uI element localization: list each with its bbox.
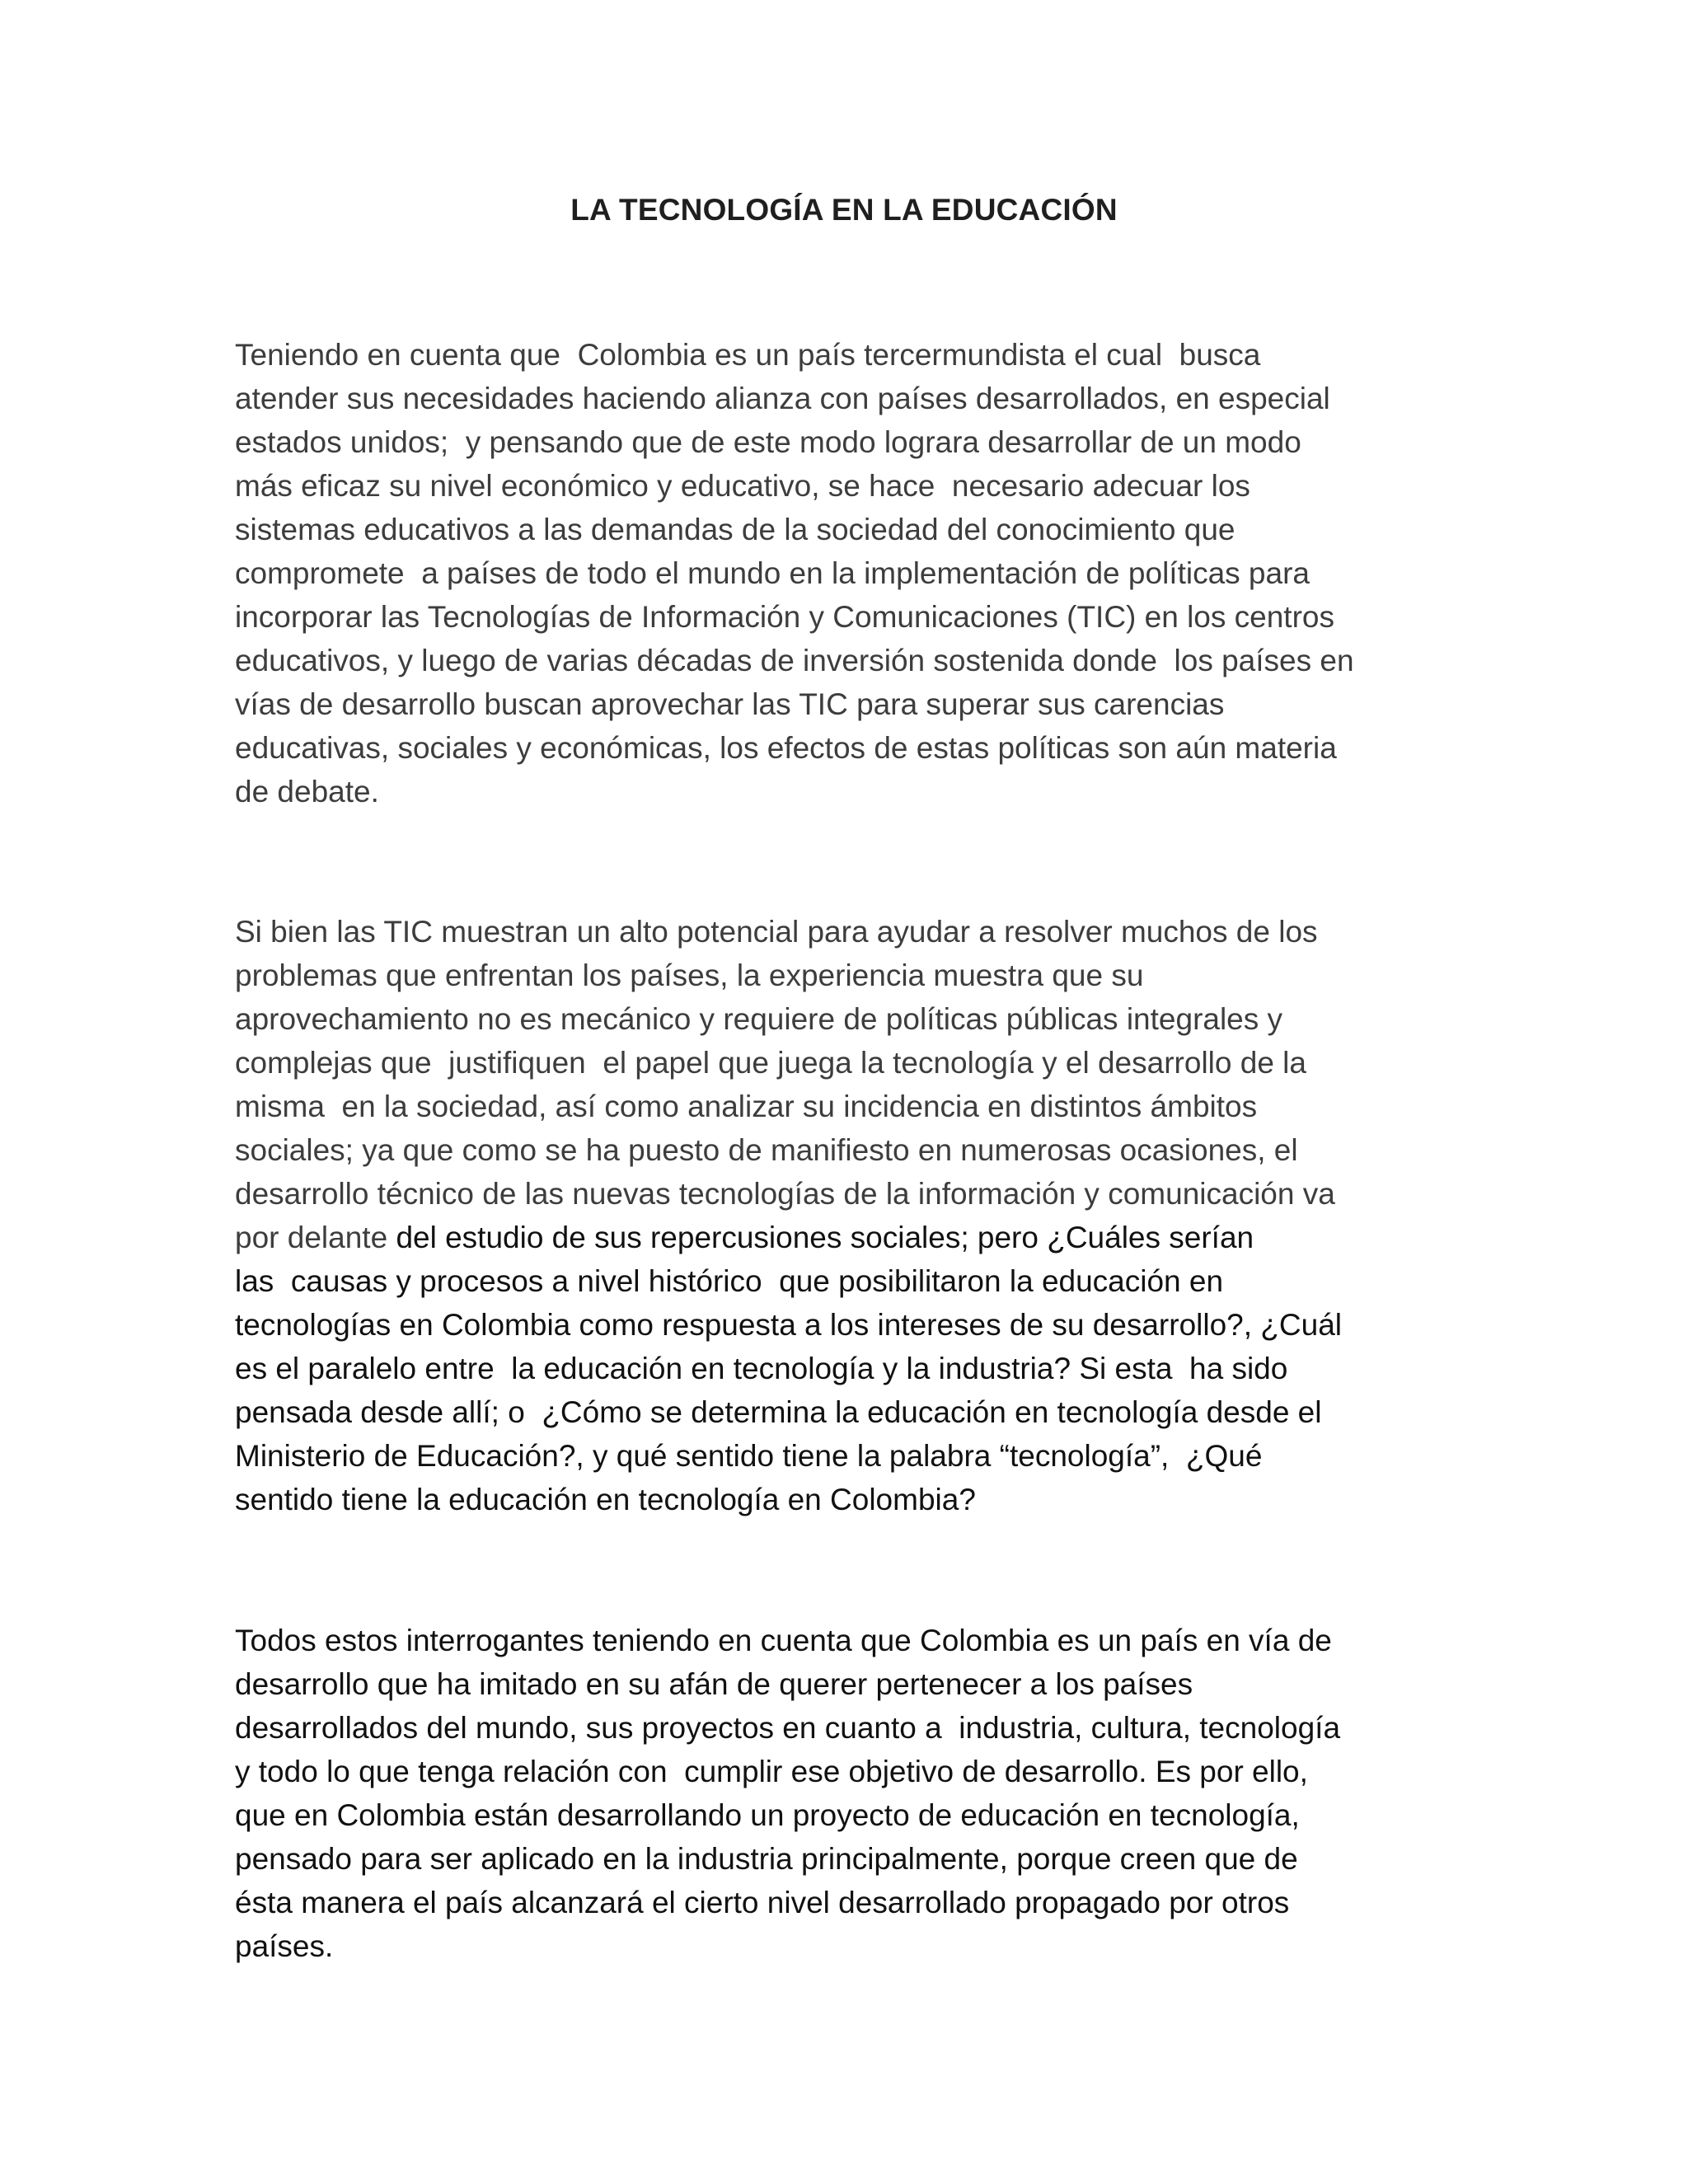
paragraph-1 xyxy=(235,333,1455,813)
paragraph-line: desarrollados del mundo, sus proyectos en cuanto a industria, cultura, tecnología xyxy=(235,1711,1341,1745)
paragraph-line: de debate. xyxy=(235,775,379,808)
paragraph-line-gray-part: por delante xyxy=(235,1221,396,1254)
paragraph-line: es el paralelo entre la educación en tecnología y la industria? Si esta ha sido xyxy=(235,1352,1288,1385)
paragraph-line: problemas que enfrentan los países, la experiencia muestra que su xyxy=(235,958,1144,992)
paragraph-line-split xyxy=(235,1216,1455,1259)
paragraph-line: educativas, sociales y económicas, los efectos de estas políticas son aún materia xyxy=(235,731,1337,765)
paragraph-line: Teniendo en cuenta que Colombia es un país tercermundista el cual busca xyxy=(235,338,1261,372)
paragraph-line: que en Colombia están desarrollando un proyecto de educación en tecnología, xyxy=(235,1798,1300,1832)
paragraph-line: ésta manera el país alcanzará el cierto nivel desarrollado propagado por otros xyxy=(235,1886,1290,1919)
paragraph-line: más eficaz su nivel económico y educativo, se hace necesario adecuar los xyxy=(235,469,1250,503)
paragraph-line: Todos estos interrogantes teniendo en cuenta que Colombia es un país en vía de xyxy=(235,1624,1332,1657)
paragraph-line: estados unidos; y pensando que de este modo lograra desarrollar de un modo xyxy=(235,425,1301,459)
paragraph-line: sentido tiene la educación en tecnología en Colombia? xyxy=(235,1483,976,1516)
paragraph-line: pensada desde allí; o ¿Cómo se determina la educación en tecnología desde el xyxy=(235,1395,1322,1429)
document-title: LA TECNOLOGÍA EN LA EDUCACIÓN xyxy=(570,193,1118,227)
paragraph-line: complejas que justifiquen el papel que juega la tecnología y el desarrollo de la xyxy=(235,1046,1306,1080)
paragraph-line: pensado para ser aplicado en la industria principalmente, porque creen que de xyxy=(235,1842,1298,1876)
paragraph-line: aprovechamiento no es mecánico y requiere de políticas públicas integrales y xyxy=(235,1002,1283,1036)
paragraph-line: países. xyxy=(235,1929,334,1963)
paragraph-line: sistemas educativos a las demandas de la sociedad del conocimiento que xyxy=(235,513,1236,546)
paragraph-line: tecnologías en Colombia como respuesta a los intereses de su desarrollo?, ¿Cuál xyxy=(235,1308,1343,1342)
paragraph-line: Si bien las TIC muestran un alto potencial para ayudar a resolver muchos de los xyxy=(235,915,1318,949)
paragraph-line: compromete a países de todo el mundo en la implementación de políticas para xyxy=(235,556,1310,590)
paragraph-line: educativos, y luego de varias décadas de inversión sostenida donde los países en xyxy=(235,644,1354,677)
paragraph-line: y todo lo que tenga relación con cumplir ese objetivo de desarrollo. Es por ello, xyxy=(235,1755,1308,1788)
paragraph-line: incorporar las Tecnologías de Información y Comunicaciones (TIC) en los centros xyxy=(235,600,1334,634)
paragraph-line: Ministerio de Educación?, y qué sentido tiene la palabra “tecnología”, ¿Qué xyxy=(235,1439,1263,1473)
paragraph-2 xyxy=(235,910,1455,1521)
paragraph-line-dark-part: del estudio de sus repercusiones sociales; pero ¿Cuáles serían xyxy=(396,1221,1254,1254)
paragraph-line: sociales; ya que como se ha puesto de manifiesto en numerosas ocasiones, el xyxy=(235,1133,1298,1167)
paragraph-3 xyxy=(235,1619,1455,1968)
paragraph-line: las causas y procesos a nivel histórico que posibilitaron la educación en xyxy=(235,1264,1224,1298)
paragraph-line: vías de desarrollo buscan aprovechar las TIC para superar sus carencias xyxy=(235,687,1225,721)
paragraph-line: desarrollo técnico de las nuevas tecnologías de la información y comunicación va xyxy=(235,1177,1335,1211)
paragraph-line: desarrollo que ha imitado en su afán de querer pertenecer a los países xyxy=(235,1667,1193,1701)
paragraph-line: misma en la sociedad, así como analizar su incidencia en distintos ámbitos xyxy=(235,1090,1258,1123)
paragraph-line: atender sus necesidades haciendo alianza con países desarrollados, en especial xyxy=(235,382,1330,415)
